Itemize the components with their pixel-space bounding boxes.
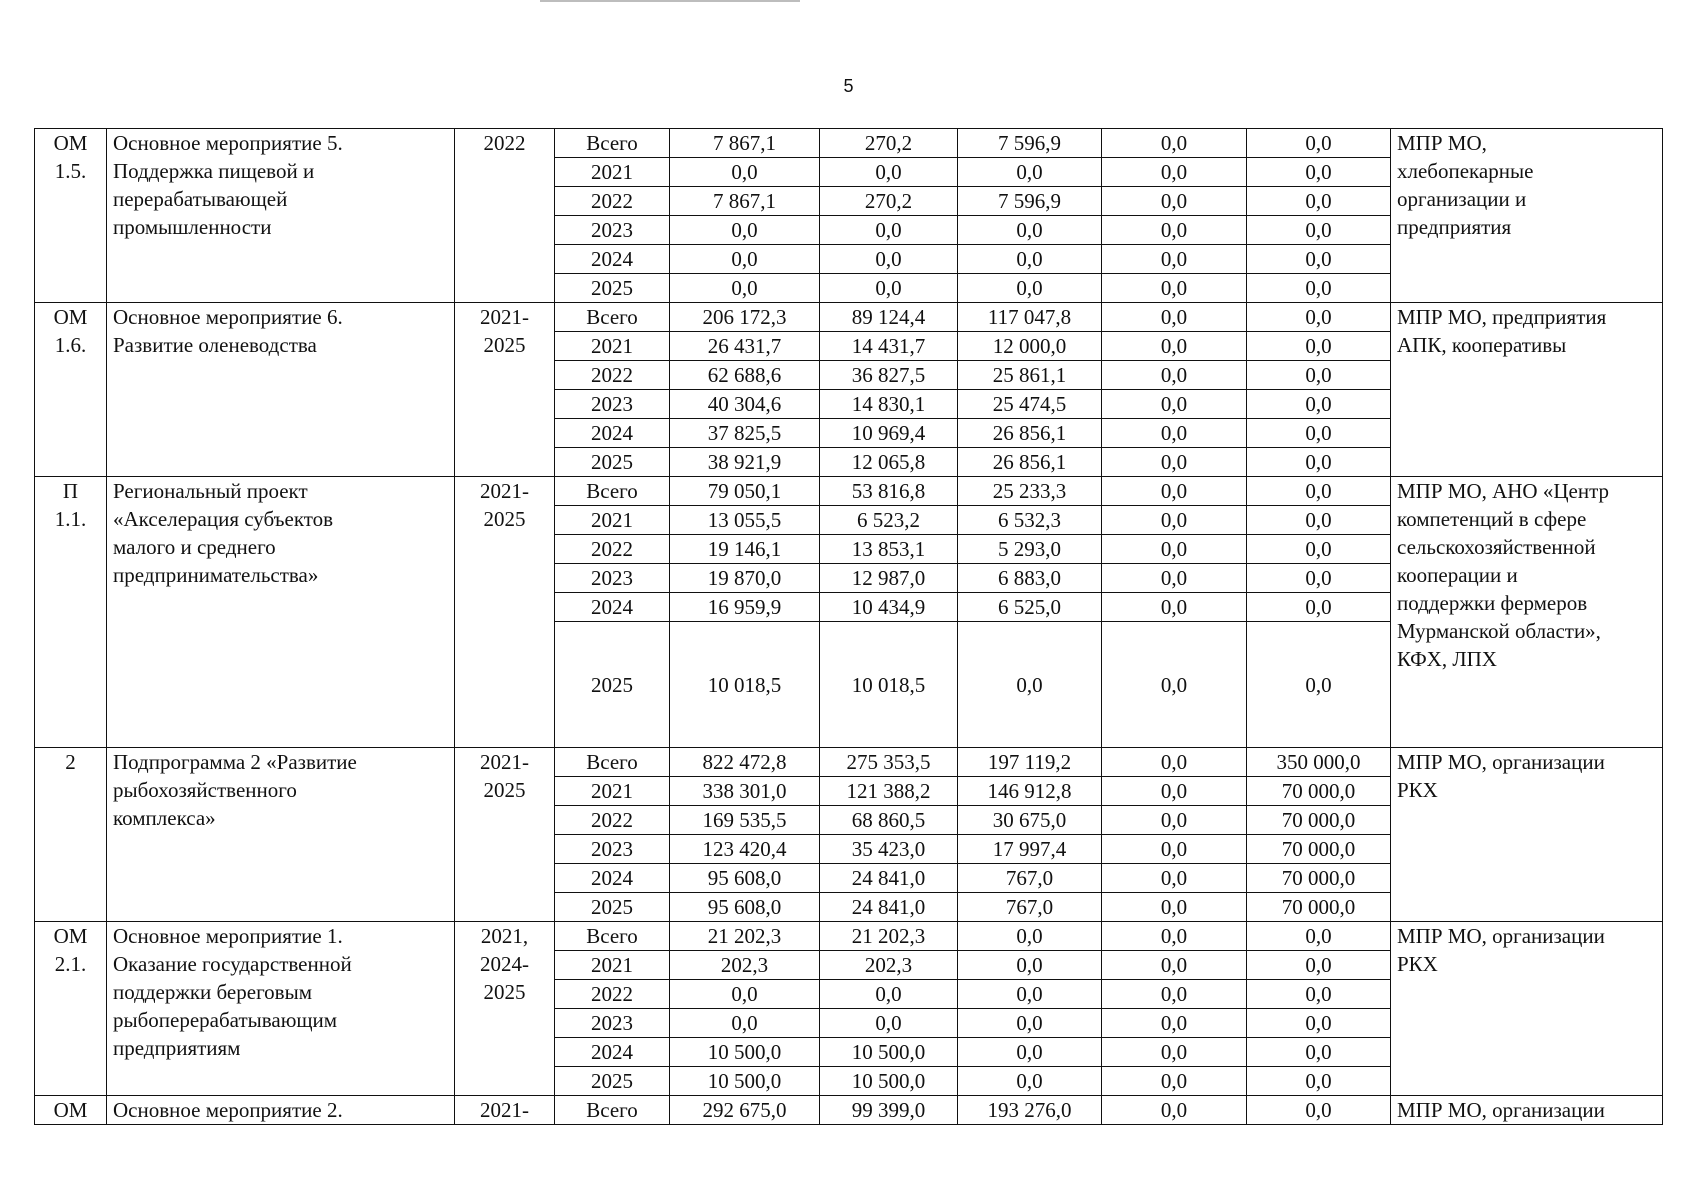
activity-name-line: Основное мероприятие 1. — [113, 924, 343, 948]
implementation-period — [455, 129, 555, 303]
total-amount-cell: 37 825,5 — [670, 419, 820, 448]
federal-budget-cell: 270,2 — [820, 129, 958, 158]
regional-budget-cell: 0,0 — [958, 216, 1102, 245]
local-budget-cell: 0,0 — [1102, 535, 1247, 564]
activity-name — [107, 922, 455, 1096]
responsible-executors — [1391, 748, 1663, 922]
table-row — [35, 129, 1663, 158]
extra-budget-cell: 70 000,0 — [1247, 864, 1391, 893]
extra-budget-cell: 0,0 — [1247, 922, 1391, 951]
local-budget-cell: 0,0 — [1102, 593, 1247, 622]
year-label: 2024 — [555, 593, 670, 622]
responsible-executors — [1391, 922, 1663, 1096]
federal-budget-cell: 21 202,3 — [820, 922, 958, 951]
table-row — [35, 748, 1663, 777]
regional-budget-cell: 25 474,5 — [958, 390, 1102, 419]
regional-budget-cell: 767,0 — [958, 893, 1102, 922]
extra-budget-cell: 0,0 — [1247, 245, 1391, 274]
extra-budget-cell: 350 000,0 — [1247, 748, 1391, 777]
local-budget-cell: 0,0 — [1102, 245, 1247, 274]
federal-budget-cell: 24 841,0 — [820, 864, 958, 893]
federal-budget-cell: 12 987,0 — [820, 564, 958, 593]
responsible-executors-line: МПР МО, организации — [1397, 924, 1605, 948]
extra-budget-cell: 0,0 — [1247, 216, 1391, 245]
federal-budget-cell: 99 399,0 — [820, 1096, 958, 1125]
year-label: 2024 — [555, 245, 670, 274]
year-label: 2022 — [555, 806, 670, 835]
activity-code — [35, 477, 107, 748]
local-budget-cell: 0,0 — [1102, 564, 1247, 593]
total-amount-cell: 62 688,6 — [670, 361, 820, 390]
federal-budget-cell: 35 423,0 — [820, 835, 958, 864]
local-budget-cell: 0,0 — [1102, 390, 1247, 419]
responsible-executors-line: организации и — [1397, 187, 1527, 211]
federal-budget-cell: 121 388,2 — [820, 777, 958, 806]
local-budget-cell: 0,0 — [1102, 419, 1247, 448]
local-budget-cell: 0,0 — [1102, 1067, 1247, 1096]
regional-budget-cell: 7 596,9 — [958, 129, 1102, 158]
total-amount-cell: 206 172,3 — [670, 303, 820, 332]
federal-budget-cell: 10 434,9 — [820, 593, 958, 622]
implementation-period-line: 2024- — [480, 952, 529, 976]
federal-budget-cell: 10 500,0 — [820, 1067, 958, 1096]
year-label: 2024 — [555, 1038, 670, 1067]
total-amount-cell: 10 500,0 — [670, 1067, 820, 1096]
implementation-period-line: 2021- — [480, 305, 529, 329]
responsible-executors-line: хлебопекарные — [1397, 159, 1534, 183]
year-label: Всего — [555, 748, 670, 777]
total-amount-cell: 10 018,5 — [670, 622, 820, 748]
federal-budget-cell: 53 816,8 — [820, 477, 958, 506]
federal-budget-cell: 202,3 — [820, 951, 958, 980]
responsible-executors-line: предприятия — [1397, 215, 1512, 239]
regional-budget-cell: 6 525,0 — [958, 593, 1102, 622]
regional-budget-cell: 0,0 — [958, 980, 1102, 1009]
responsible-executors-line: МПР МО, предприятия — [1397, 305, 1607, 329]
activity-name — [107, 477, 455, 748]
federal-budget-cell: 24 841,0 — [820, 893, 958, 922]
local-budget-cell: 0,0 — [1102, 1038, 1247, 1067]
extra-budget-cell: 0,0 — [1247, 303, 1391, 332]
table-row — [35, 922, 1663, 951]
activity-code — [35, 1096, 107, 1125]
extra-budget-cell: 70 000,0 — [1247, 835, 1391, 864]
activity-name-line: «Акселерация субъектов — [113, 507, 334, 531]
implementation-period-line: 2025 — [483, 507, 526, 531]
responsible-executors — [1391, 303, 1663, 477]
regional-budget-cell: 26 856,1 — [958, 419, 1102, 448]
regional-budget-cell: 5 293,0 — [958, 535, 1102, 564]
responsible-executors-line: МПР МО, АНО «Центр — [1397, 479, 1610, 503]
federal-budget-cell: 6 523,2 — [820, 506, 958, 535]
activity-code-line: П — [62, 479, 79, 503]
federal-budget-cell: 36 827,5 — [820, 361, 958, 390]
activity-name-line: Развитие оленеводства — [113, 333, 317, 357]
local-budget-cell: 0,0 — [1102, 477, 1247, 506]
regional-budget-cell: 25 233,3 — [958, 477, 1102, 506]
local-budget-cell: 0,0 — [1102, 980, 1247, 1009]
regional-budget-cell: 0,0 — [958, 158, 1102, 187]
local-budget-cell: 0,0 — [1102, 303, 1247, 332]
activity-name — [107, 129, 455, 303]
total-amount-cell: 79 050,1 — [670, 477, 820, 506]
implementation-period-line: 2022 — [483, 131, 526, 155]
implementation-period-line: 2021, — [480, 924, 529, 948]
table-row — [35, 477, 1663, 506]
regional-budget-cell: 0,0 — [958, 622, 1102, 748]
extra-budget-cell: 70 000,0 — [1247, 893, 1391, 922]
year-label: Всего — [555, 303, 670, 332]
year-label: 2022 — [555, 980, 670, 1009]
total-amount-cell: 7 867,1 — [670, 129, 820, 158]
activity-name — [107, 1096, 455, 1125]
responsible-executors-line: МПР МО, — [1397, 131, 1487, 155]
activity-name-line: рыбохозяйственного — [113, 778, 297, 802]
federal-budget-cell: 13 853,1 — [820, 535, 958, 564]
local-budget-cell: 0,0 — [1102, 332, 1247, 361]
total-amount-cell: 7 867,1 — [670, 187, 820, 216]
total-amount-cell: 38 921,9 — [670, 448, 820, 477]
year-label: 2021 — [555, 158, 670, 187]
total-amount-cell: 169 535,5 — [670, 806, 820, 835]
local-budget-cell: 0,0 — [1102, 274, 1247, 303]
local-budget-cell: 0,0 — [1102, 951, 1247, 980]
federal-budget-cell: 0,0 — [820, 980, 958, 1009]
year-label: 2023 — [555, 1009, 670, 1038]
local-budget-cell: 0,0 — [1102, 158, 1247, 187]
year-label: 2025 — [555, 1067, 670, 1096]
extra-budget-cell: 0,0 — [1247, 332, 1391, 361]
regional-budget-cell: 0,0 — [958, 1009, 1102, 1038]
local-budget-cell: 0,0 — [1102, 448, 1247, 477]
responsible-executors-line: сельскохозяйственной — [1397, 535, 1596, 559]
year-label: 2025 — [555, 893, 670, 922]
local-budget-cell: 0,0 — [1102, 187, 1247, 216]
implementation-period — [455, 1096, 555, 1125]
year-label: 2023 — [555, 390, 670, 419]
extra-budget-cell: 0,0 — [1247, 1067, 1391, 1096]
implementation-period — [455, 922, 555, 1096]
year-label: 2024 — [555, 419, 670, 448]
implementation-period-line: 2021- — [480, 1098, 529, 1122]
total-amount-cell: 292 675,0 — [670, 1096, 820, 1125]
regional-budget-cell: 0,0 — [958, 951, 1102, 980]
federal-budget-cell: 89 124,4 — [820, 303, 958, 332]
federal-budget-cell: 68 860,5 — [820, 806, 958, 835]
year-label: 2025 — [555, 274, 670, 303]
program-financing-table — [34, 128, 1663, 1125]
total-amount-cell: 0,0 — [670, 158, 820, 187]
responsible-executors — [1391, 1096, 1663, 1125]
regional-budget-cell: 26 856,1 — [958, 448, 1102, 477]
regional-budget-cell: 146 912,8 — [958, 777, 1102, 806]
federal-budget-cell: 0,0 — [820, 216, 958, 245]
federal-budget-cell: 0,0 — [820, 158, 958, 187]
total-amount-cell: 16 959,9 — [670, 593, 820, 622]
local-budget-cell: 0,0 — [1102, 506, 1247, 535]
regional-budget-cell: 6 532,3 — [958, 506, 1102, 535]
implementation-period-line: 2025 — [483, 778, 526, 802]
responsible-executors-line: МПР МО, организации — [1397, 750, 1605, 774]
regional-budget-cell: 0,0 — [958, 274, 1102, 303]
regional-budget-cell: 0,0 — [958, 1067, 1102, 1096]
activity-name-line: комплекса» — [113, 806, 216, 830]
activity-name-line: Оказание государственной — [113, 952, 352, 976]
extra-budget-cell: 0,0 — [1247, 1096, 1391, 1125]
activity-name — [107, 748, 455, 922]
year-label: 2022 — [555, 361, 670, 390]
total-amount-cell: 0,0 — [670, 245, 820, 274]
page-number: 5 — [843, 76, 854, 96]
extra-budget-cell: 0,0 — [1247, 187, 1391, 216]
total-amount-cell: 822 472,8 — [670, 748, 820, 777]
scan-artifact-line — [540, 0, 800, 2]
extra-budget-cell: 0,0 — [1247, 951, 1391, 980]
year-label: 2022 — [555, 187, 670, 216]
extra-budget-cell: 0,0 — [1247, 129, 1391, 158]
total-amount-cell: 0,0 — [670, 980, 820, 1009]
activity-name-line: Подпрограмма 2 «Развитие — [113, 750, 357, 774]
responsible-executors-line: КФХ, ЛПХ — [1397, 647, 1497, 671]
activity-name-line: предприятиям — [113, 1036, 241, 1060]
regional-budget-cell: 0,0 — [958, 922, 1102, 951]
activity-code — [35, 303, 107, 477]
federal-budget-cell: 10 500,0 — [820, 1038, 958, 1067]
activity-name-line: перерабатывающей — [113, 187, 288, 211]
local-budget-cell: 0,0 — [1102, 129, 1247, 158]
total-amount-cell: 0,0 — [670, 216, 820, 245]
activity-name-line: Поддержка пищевой и — [113, 159, 315, 183]
activity-name — [107, 303, 455, 477]
federal-budget-cell: 10 018,5 — [820, 622, 958, 748]
local-budget-cell: 0,0 — [1102, 622, 1247, 748]
implementation-period-line: 2025 — [483, 980, 526, 1004]
extra-budget-cell: 0,0 — [1247, 361, 1391, 390]
activity-name-line: Основное мероприятие 5. — [113, 131, 343, 155]
year-label: 2021 — [555, 951, 670, 980]
extra-budget-cell: 0,0 — [1247, 448, 1391, 477]
table-body — [35, 129, 1663, 1125]
local-budget-cell: 0,0 — [1102, 361, 1247, 390]
total-amount-cell: 95 608,0 — [670, 864, 820, 893]
responsible-executors-line: кооперации и — [1397, 563, 1518, 587]
activity-name-line: малого и среднего — [113, 535, 276, 559]
total-amount-cell: 202,3 — [670, 951, 820, 980]
implementation-period-line: 2025 — [483, 333, 526, 357]
implementation-period — [455, 748, 555, 922]
implementation-period — [455, 477, 555, 748]
activity-name-line: Основное мероприятие 2. — [113, 1098, 343, 1122]
total-amount-cell: 0,0 — [670, 274, 820, 303]
extra-budget-cell: 0,0 — [1247, 158, 1391, 187]
regional-budget-cell: 0,0 — [958, 1038, 1102, 1067]
activity-code-line: ОМ — [53, 131, 88, 155]
federal-budget-cell: 270,2 — [820, 187, 958, 216]
total-amount-cell: 338 301,0 — [670, 777, 820, 806]
extra-budget-cell: 0,0 — [1247, 622, 1391, 748]
responsible-executors-line: поддержки фермеров — [1397, 591, 1588, 615]
responsible-executors — [1391, 129, 1663, 303]
year-label: 2023 — [555, 564, 670, 593]
local-budget-cell: 0,0 — [1102, 806, 1247, 835]
extra-budget-cell: 0,0 — [1247, 419, 1391, 448]
extra-budget-cell: 0,0 — [1247, 477, 1391, 506]
extra-budget-cell: 70 000,0 — [1247, 777, 1391, 806]
activity-code-line: 1.1. — [54, 507, 87, 531]
year-label: Всего — [555, 1096, 670, 1125]
year-label: Всего — [555, 922, 670, 951]
extra-budget-cell: 0,0 — [1247, 980, 1391, 1009]
local-budget-cell: 0,0 — [1102, 835, 1247, 864]
activity-name-line: предпринимательства» — [113, 563, 319, 587]
activity-name-line: Региональный проект — [113, 479, 308, 503]
extra-budget-cell: 0,0 — [1247, 506, 1391, 535]
implementation-period-line: 2021- — [480, 750, 529, 774]
regional-budget-cell: 12 000,0 — [958, 332, 1102, 361]
federal-budget-cell: 0,0 — [820, 274, 958, 303]
activity-name-line: Основное мероприятие 6. — [113, 305, 343, 329]
local-budget-cell: 0,0 — [1102, 893, 1247, 922]
regional-budget-cell: 0,0 — [958, 245, 1102, 274]
total-amount-cell: 0,0 — [670, 1009, 820, 1038]
total-amount-cell: 19 870,0 — [670, 564, 820, 593]
responsible-executors-line: АПК, кооперативы — [1397, 333, 1567, 357]
local-budget-cell: 0,0 — [1102, 1096, 1247, 1125]
local-budget-cell: 0,0 — [1102, 216, 1247, 245]
extra-budget-cell: 0,0 — [1247, 564, 1391, 593]
extra-budget-cell: 0,0 — [1247, 1038, 1391, 1067]
table-row — [35, 303, 1663, 332]
year-label: 2023 — [555, 835, 670, 864]
local-budget-cell: 0,0 — [1102, 922, 1247, 951]
year-label: 2025 — [555, 448, 670, 477]
responsible-executors-line: РКХ — [1397, 778, 1438, 802]
total-amount-cell: 19 146,1 — [670, 535, 820, 564]
federal-budget-cell: 0,0 — [820, 1009, 958, 1038]
total-amount-cell: 40 304,6 — [670, 390, 820, 419]
year-label: 2024 — [555, 864, 670, 893]
responsible-executors-line: МПР МО, организации — [1397, 1098, 1605, 1122]
federal-budget-cell: 14 830,1 — [820, 390, 958, 419]
federal-budget-cell: 12 065,8 — [820, 448, 958, 477]
activity-code-line: 2 — [65, 750, 76, 774]
responsible-executors-line: компетенций в сфере — [1397, 507, 1587, 531]
responsible-executors — [1391, 477, 1663, 748]
extra-budget-cell: 0,0 — [1247, 390, 1391, 419]
activity-code-line: ОМ — [53, 1098, 88, 1122]
federal-budget-cell: 10 969,4 — [820, 419, 958, 448]
activity-code — [35, 748, 107, 922]
regional-budget-cell: 17 997,4 — [958, 835, 1102, 864]
regional-budget-cell: 7 596,9 — [958, 187, 1102, 216]
year-label: 2021 — [555, 332, 670, 361]
activity-code — [35, 129, 107, 303]
year-label: 2021 — [555, 506, 670, 535]
year-label: 2023 — [555, 216, 670, 245]
regional-budget-cell: 193 276,0 — [958, 1096, 1102, 1125]
regional-budget-cell: 30 675,0 — [958, 806, 1102, 835]
year-label: 2025 — [555, 622, 670, 748]
activity-code-line: 1.6. — [54, 333, 87, 357]
federal-budget-cell: 0,0 — [820, 245, 958, 274]
table-row — [35, 1096, 1663, 1125]
year-label: Всего — [555, 129, 670, 158]
year-label: 2021 — [555, 777, 670, 806]
regional-budget-cell: 117 047,8 — [958, 303, 1102, 332]
extra-budget-cell: 0,0 — [1247, 1009, 1391, 1038]
activity-code — [35, 922, 107, 1096]
local-budget-cell: 0,0 — [1102, 864, 1247, 893]
local-budget-cell: 0,0 — [1102, 748, 1247, 777]
activity-name-line: поддержки береговым — [113, 980, 312, 1004]
regional-budget-cell: 767,0 — [958, 864, 1102, 893]
implementation-period — [455, 303, 555, 477]
activity-name-line: рыбоперерабатывающим — [113, 1008, 338, 1032]
local-budget-cell: 0,0 — [1102, 1009, 1247, 1038]
regional-budget-cell: 25 861,1 — [958, 361, 1102, 390]
extra-budget-cell: 0,0 — [1247, 593, 1391, 622]
local-budget-cell: 0,0 — [1102, 777, 1247, 806]
total-amount-cell: 95 608,0 — [670, 893, 820, 922]
implementation-period-line: 2021- — [480, 479, 529, 503]
activity-code-line: ОМ — [53, 305, 88, 329]
activity-code-line: 1.5. — [54, 159, 87, 183]
year-label: Всего — [555, 477, 670, 506]
responsible-executors-line: РКХ — [1397, 952, 1438, 976]
regional-budget-cell: 6 883,0 — [958, 564, 1102, 593]
responsible-executors-line: Мурманской области», — [1397, 619, 1601, 643]
extra-budget-cell: 0,0 — [1247, 274, 1391, 303]
federal-budget-cell: 275 353,5 — [820, 748, 958, 777]
activity-code-line: 2.1. — [54, 952, 87, 976]
total-amount-cell: 26 431,7 — [670, 332, 820, 361]
activity-code-line: ОМ — [53, 924, 88, 948]
total-amount-cell: 10 500,0 — [670, 1038, 820, 1067]
year-label: 2022 — [555, 535, 670, 564]
extra-budget-cell: 0,0 — [1247, 535, 1391, 564]
total-amount-cell: 21 202,3 — [670, 922, 820, 951]
regional-budget-cell: 197 119,2 — [958, 748, 1102, 777]
extra-budget-cell: 70 000,0 — [1247, 806, 1391, 835]
total-amount-cell: 123 420,4 — [670, 835, 820, 864]
federal-budget-cell: 14 431,7 — [820, 332, 958, 361]
total-amount-cell: 13 055,5 — [670, 506, 820, 535]
activity-name-line: промышленности — [113, 215, 272, 239]
